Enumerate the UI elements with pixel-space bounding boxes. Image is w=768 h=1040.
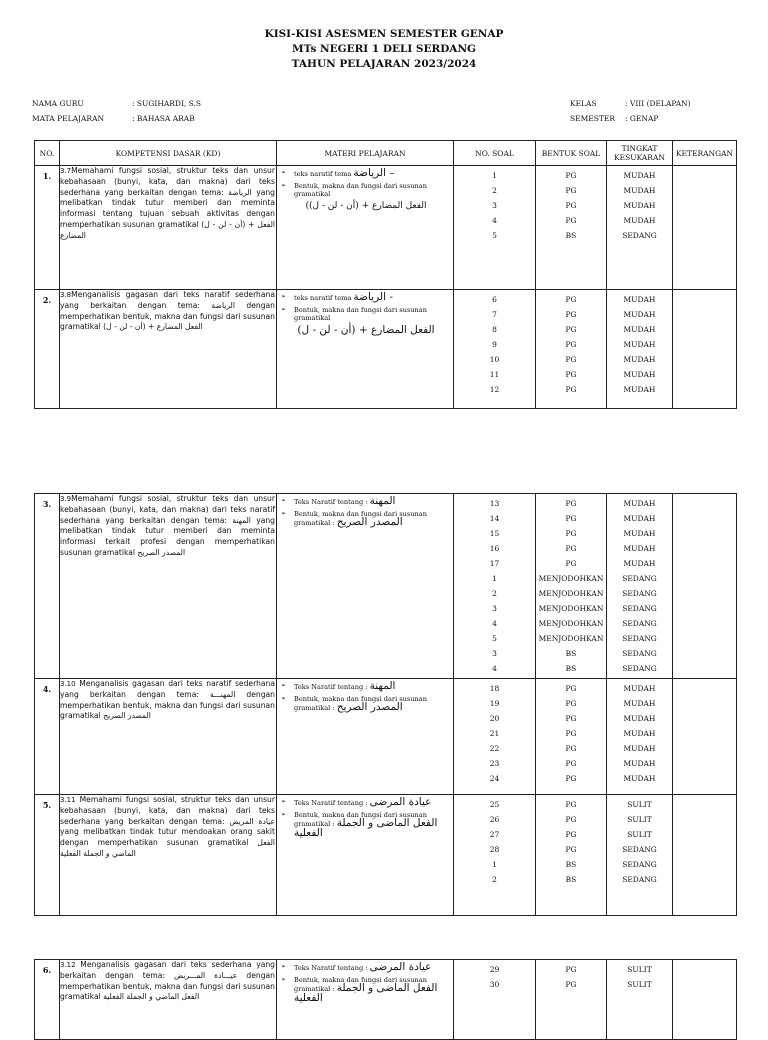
kd-number: 3.7 [60,167,72,175]
mata-pelajaran-value: : BAHASA ARAB [132,114,195,123]
materi-item [281,798,451,808]
table-row [35,494,737,679]
materi-cell [277,166,454,290]
bentuk-soal-item: MENJODOHKAN [538,574,604,583]
arrow-bullet-icon: ➢ [281,305,287,313]
bentuk-soal-item: PG [565,744,577,753]
no-soal-item: 16 [489,544,500,553]
bentuk-soal-item: BS [565,649,577,658]
bentuk-soal-item: PG [565,800,577,809]
materi-topic-label: teks naratif tema [294,170,354,178]
tingkat-kesukaran-item: SEDANG [622,845,657,854]
tingkat-kesukaran-item: MUDAH [623,310,656,319]
tingkat-kesukaran-item: MUDAH [623,529,656,538]
tingkat-kesukaran-item: SULIT [627,815,652,824]
no-soal-item: 14 [489,514,500,523]
header-bentuk-soal: BENTUK SOAL [536,141,607,166]
tingkat-kesukaran-item: MUDAH [623,295,656,304]
materi-item [281,682,451,692]
materi-grammar-label: Bentuk, makna dan fungsi dari susunan gramatikal [294,181,427,198]
tingkat-kesukaran-item: MUDAH [623,355,656,364]
bentuk-soal-item: PG [565,499,577,508]
bentuk-soal-item: BS [565,664,577,673]
tingkat-kesukaran-item: MUDAH [623,370,656,379]
no-soal-item: 8 [492,325,497,334]
no-soal-cell [454,679,536,795]
semester-label: SEMESTER [570,114,616,123]
bentuk-soal-item: BS [565,231,577,240]
tingkat-kesukaran-item: MUDAH [623,216,656,225]
tingkat-kesukaran-item: SEDANG [622,875,657,884]
materi-grammar-arabic: المصدر الصريح [336,516,403,528]
no-soal-item: 19 [489,699,500,708]
bentuk-soal-item: MENJODOHKAN [538,604,604,613]
kompetensi-dasar-cell [60,679,277,795]
bentuk-soal-cell [536,795,607,916]
bentuk-soal-item: PG [565,729,577,738]
materi-topic-label: Teks Naratif tentang : [294,498,370,506]
no-soal-cell [454,494,536,679]
tingkat-kesukaran-item: MUDAH [623,714,656,723]
no-soal-item: 28 [489,845,500,854]
bentuk-soal-item: PG [565,830,577,839]
tingkat-kesukaran-item: MUDAH [623,684,656,693]
tingkat-kesukaran-item: SULIT [627,830,652,839]
tingkat-kesukaran-item: MUDAH [623,744,656,753]
no-soal-item: 3 [492,201,497,210]
no-soal-item: 4 [492,216,497,225]
materi-item [281,695,451,713]
no-soal-cell [454,290,536,409]
tingkat-kesukaran-item: MUDAH [623,544,656,553]
tingkat-kesukaran-item: SULIT [627,965,652,974]
semester-value: : GENAP [625,114,659,123]
arrow-bullet-icon: ➢ [281,293,287,300]
materi-cell [277,494,454,679]
arrow-bullet-icon: ➢ [281,169,287,176]
table-row [35,166,737,290]
tingkat-kesukaran-cell [607,679,673,795]
no-soal-item: 11 [489,370,500,379]
bentuk-soal-item: PG [565,544,577,553]
no-soal-item: 20 [489,714,500,723]
keterangan-cell [673,494,737,679]
table-row [35,679,737,795]
no-soal-item: 25 [489,800,500,809]
tingkat-kesukaran-item: MUDAH [623,774,656,783]
tingkat-kesukaran-cell [607,166,673,290]
tingkat-kesukaran-item: MUDAH [623,340,656,349]
kompetensi-dasar-cell [60,795,277,916]
tingkat-kesukaran-cell [607,290,673,409]
tingkat-kesukaran-cell [607,795,673,916]
arrow-bullet-icon: ➢ [281,963,287,970]
tingkat-kesukaran-item: SEDANG [622,860,657,869]
materi-grammar-arabic: (أن - لن - ل) + الفعل المضارع [297,323,435,336]
bentuk-soal-item: PG [565,201,577,210]
arrow-bullet-icon: ➢ [281,694,287,702]
bentuk-soal-item: PG [565,559,577,568]
materi-topic-arabic: المهنة [369,495,396,507]
bentuk-soal-item: PG [565,385,577,394]
materi-cell [277,290,454,409]
header-tingkat-kesukaran: TINGKAT KESUKARAN [607,141,673,166]
no-soal-item: 1 [492,171,497,180]
no-soal-item: 12 [489,385,500,394]
kd-text: Menganalisis gagasan dari teks sederhana yang berkaitan dengan tema: عيـــادة المـــريض dengan memperhatikan bentuk, makna dan fungsi dari susunan gramatikal الفعل الماضي و الجملة الفعلية [60,960,275,1002]
tingkat-kesukaran-item: SULIT [627,980,652,989]
table-header-row [35,141,737,166]
kd-number: 3.9 [60,495,72,503]
no-soal-item: 22 [489,744,500,753]
tingkat-kesukaran-item: MUDAH [623,759,656,768]
no-soal-item: 18 [489,684,500,693]
tingkat-kesukaran-item: MUDAH [623,171,656,180]
bentuk-soal-item: PG [565,295,577,304]
bentuk-soal-item: PG [565,815,577,824]
bentuk-soal-item: PG [565,325,577,334]
tingkat-kesukaran-item: SEDANG [622,589,657,598]
no-soal-item: 3 [492,649,497,658]
kd-number: 3.12 [60,961,76,969]
kd-text: Memahami fungsi sosial, struktur teks dan unsur kebahasaan (bunyi, kata, dan makna) dari teks sederhana yang berkaitan dengan tema: الرياضة yang melibatkan tindak tutur memberi dan meminta informasi tentang tujuan sebuah aktivitas dengan memperhatikan susunan gramatikal (أن - لن - ل) + الفعل المضارع [60,166,276,240]
bentuk-soal-cell [536,960,607,1040]
kd-text: Memahami fungsi sosial, struktur teks dan unsur kebahasaan (bunyi, kata, dan makna) dari teks sederhana yang berkaitan dengan tema: عيادة المريض yang melibatkan tindak tutur mendoakan orang sakit dengan memperhatikan susunan gramatikal الفعل الماضي و الجملة الفعلية [60,795,275,858]
materi-item [281,510,451,528]
no-soal-item: 2 [492,875,497,884]
no-soal-item: 2 [492,589,497,598]
materi-item [281,811,451,839]
arrow-bullet-icon: ➢ [281,810,287,818]
bentuk-soal-item: MENJODOHKAN [538,634,604,643]
materi-item [281,963,451,973]
bentuk-soal-item: PG [565,774,577,783]
keterangan-cell [673,290,737,409]
tingkat-kesukaran-item: SEDANG [622,649,657,658]
no-soal-item: 29 [489,965,500,974]
no-soal-item: 21 [489,729,500,738]
materi-cell [277,679,454,795]
arrow-bullet-icon: ➢ [281,509,287,517]
row-number: 5. [35,795,60,916]
tingkat-kesukaran-item: MUDAH [623,325,656,334]
materi-grammar-arabic: الفعل الماضى و الجملة الفعلية [294,982,438,1004]
bentuk-soal-item: PG [565,514,577,523]
tingkat-kesukaran-item: MUDAH [623,186,656,195]
tingkat-kesukaran-item: SEDANG [622,231,657,240]
row-number: 3. [35,494,60,679]
materi-topic-arabic: المهنة [369,680,396,692]
materi-grammar-label: Bentuk, makna dan fungsi dari susunan gramatikal : [294,509,427,527]
bentuk-soal-item: PG [565,980,577,989]
bentuk-soal-item: BS [565,875,577,884]
no-soal-item: 15 [489,529,500,538]
tingkat-kesukaran-item: SULIT [627,800,652,809]
materi-item-text [294,497,395,507]
materi-item [281,306,451,323]
no-soal-item: 30 [489,980,500,989]
kisi-table-1 [34,140,737,409]
no-soal-item: 6 [492,295,497,304]
materi-item [281,293,451,303]
kd-number: 3.8 [60,291,72,299]
doc-title-line-2: MTs NEGERI 1 DELI SERDANG [291,43,477,55]
bentuk-soal-item: PG [565,310,577,319]
kisi-table-3 [34,959,737,1040]
no-soal-item: 1 [492,574,497,583]
materi-item-text [294,963,431,973]
bentuk-soal-item: PG [565,370,577,379]
tingkat-kesukaran-item: MUDAH [623,699,656,708]
materi-item-text [294,695,451,713]
header-no: NO. [35,141,60,166]
tingkat-kesukaran-item: MUDAH [623,499,656,508]
kelas-value: : VIII (DELAPAN) [625,99,691,108]
no-soal-item: 2 [492,186,497,195]
kd-text: Menganalisis gagasan dari teks naratif sederhana yang berkaitan dengan tema: الرياضة dengan memperhatikan bentuk, makna dan fungsi dari susunan gramatikal (أن - لن - ل) + الفعل المضارع [60,290,275,332]
header-materi: MATERI PELAJARAN [277,141,454,166]
materi-item [281,169,451,179]
materi-topic-arabic: الرياضة – [353,167,395,179]
kompetensi-dasar-cell [60,290,277,409]
kd-number: 3.10 [60,680,76,688]
materi-cell [277,795,454,916]
keterangan-cell [673,795,737,916]
materi-topic-arabic: الرياضة - [353,291,393,303]
bentuk-soal-item: PG [565,714,577,723]
tingkat-kesukaran-item: SEDANG [622,634,657,643]
arrow-bullet-icon: ➢ [281,975,287,983]
bentuk-soal-item: MENJODOHKAN [538,589,604,598]
arrow-bullet-icon: ➢ [281,798,287,805]
materi-item-text [294,811,451,839]
bentuk-soal-item: PG [565,684,577,693]
bentuk-soal-item: PG [565,965,577,974]
tingkat-kesukaran-item: SEDANG [622,574,657,583]
no-soal-item: 5 [492,231,497,240]
arrow-bullet-icon: ➢ [281,497,287,504]
materi-item-text [294,306,451,323]
kompetensi-dasar-cell [60,960,277,1040]
materi-grammar-label: Bentuk, makna dan fungsi dari susunan gramatikal : [294,810,427,828]
materi-topic-label: teks naratif tema [294,294,354,302]
keterangan-cell [673,960,737,1040]
row-number: 2. [35,290,60,409]
materi-item-text [294,169,395,179]
no-soal-item: 1 [492,860,497,869]
materi-topic-arabic: عيادة المرضى [369,961,432,973]
materi-grammar-label: Bentuk, makna dan fungsi dari susunan gramatikal [294,305,427,322]
table-row [35,795,737,916]
tingkat-kesukaran-cell [607,494,673,679]
no-soal-item: 13 [489,499,500,508]
bentuk-soal-cell [536,166,607,290]
bentuk-soal-item: PG [565,186,577,195]
materi-item-text [294,798,431,808]
tingkat-kesukaran-cell [607,960,673,1040]
row-number: 6. [35,960,60,1040]
no-soal-item: 4 [492,619,497,628]
bentuk-soal-item: PG [565,529,577,538]
kd-text: Menganalisis gagasan dari teks naratif sederhana yang berkaitan dengan tema: المهنـــة dengan memperhatikan bentuk, makna dan fungsi dari susunan gramatikal المصدر الصريح [60,679,275,721]
materi-item-text [294,510,451,528]
header-kd: KOMPETENSI DASAR (KD) [60,141,277,166]
materi-grammar-arabic: المصدر الصريح [336,701,403,713]
no-soal-item: 26 [489,815,500,824]
bentuk-soal-item: PG [565,171,577,180]
materi-topic-label: Teks Naratif tentang : [294,799,370,807]
arrow-bullet-icon: ➢ [281,682,287,689]
no-soal-cell [454,795,536,916]
bentuk-soal-item: PG [565,699,577,708]
kelas-label: KELAS [570,99,597,108]
keterangan-cell [673,679,737,795]
nama-guru-label: NAMA GURU [32,99,84,108]
no-soal-item: 17 [489,559,500,568]
materi-item-text [294,682,395,692]
materi-topic-label: Teks Naratif tentang : [294,683,370,691]
bentuk-soal-cell [536,290,607,409]
kd-text: Memahami fungsi sosial, struktur teks dan unsur kebahasaan (bunyi, kata, dan makna) dari teks naratif sederhana yang berkaitan dengan tema: المهنة yang melibatkan tindak tutur memberi dan meminta informasi terkait profesi dengan memperhatikan susunan gramatikal المصدر الصريح [60,494,275,557]
materi-grammar-arabic: (الفعل المضارع + (أن - لن - ل) [305,200,427,211]
nama-guru-value: : SUGIHARDI, S.S [132,99,202,108]
no-soal-item: 27 [489,830,500,839]
keterangan-cell [673,166,737,290]
tingkat-kesukaran-item: MUDAH [623,514,656,523]
bentuk-soal-item: MENJODOHKAN [538,619,604,628]
kisi-table-2 [34,493,737,916]
no-soal-item: 23 [489,759,500,768]
bentuk-soal-cell [536,679,607,795]
bentuk-soal-item: PG [565,340,577,349]
tingkat-kesukaran-item: SEDANG [622,664,657,673]
materi-item-text [294,976,451,1004]
materi-cell [277,960,454,1040]
materi-item-text [294,182,451,199]
no-soal-item: 3 [492,604,497,613]
materi-item-text [294,293,393,303]
table-row [35,290,737,409]
materi-item [281,182,451,199]
doc-title-line-3: TAHUN PELAJARAN 2023/2024 [291,58,477,70]
materi-item [281,976,451,1004]
doc-title-line-1: KISI-KISI ASESMEN SEMESTER GENAP [264,28,504,40]
no-soal-item: 24 [489,774,500,783]
mata-pelajaran-label: MATA PELAJARAN [32,114,105,123]
arrow-bullet-icon: ➢ [281,181,287,189]
tingkat-kesukaran-item: MUDAH [623,729,656,738]
bentuk-soal-cell [536,494,607,679]
header-keterangan: KETERANGAN [673,141,737,166]
bentuk-soal-item: PG [565,355,577,364]
tingkat-kesukaran-item: SEDANG [622,604,657,613]
materi-grammar-label: Bentuk, makna dan fungsi dari susunan gramatikal : [294,694,427,712]
header-no-soal: NO. SOAL [454,141,536,166]
row-number: 1. [35,166,60,290]
tingkat-kesukaran-item: MUDAH [623,385,656,394]
bentuk-soal-item: PG [565,845,577,854]
tingkat-kesukaran-item: SEDANG [622,619,657,628]
tingkat-kesukaran-item: MUDAH [623,559,656,568]
kompetensi-dasar-cell [60,166,277,290]
bentuk-soal-item: PG [565,216,577,225]
bentuk-soal-item: PG [565,759,577,768]
materi-grammar-label: Bentuk, makna dan fungsi dari susunan gramatikal : [294,975,427,993]
no-soal-cell [454,166,536,290]
bentuk-soal-item: BS [565,860,577,869]
kd-number: 3.11 [60,796,76,804]
materi-topic-label: Teks Naratif tentang : [294,964,370,972]
kompetensi-dasar-cell [60,494,277,679]
table-row [35,960,737,1040]
row-number: 4. [35,679,60,795]
no-soal-item: 4 [492,664,497,673]
materi-grammar-arabic: الفعل الماضى و الجملة الفعلية [294,817,438,839]
no-soal-item: 5 [492,634,497,643]
materi-item [281,497,451,507]
materi-topic-arabic: عيادة المرضى [369,796,432,808]
no-soal-item: 7 [492,310,497,319]
no-soal-cell [454,960,536,1040]
no-soal-item: 9 [492,340,497,349]
no-soal-item: 10 [489,355,500,364]
tingkat-kesukaran-item: MUDAH [623,201,656,210]
